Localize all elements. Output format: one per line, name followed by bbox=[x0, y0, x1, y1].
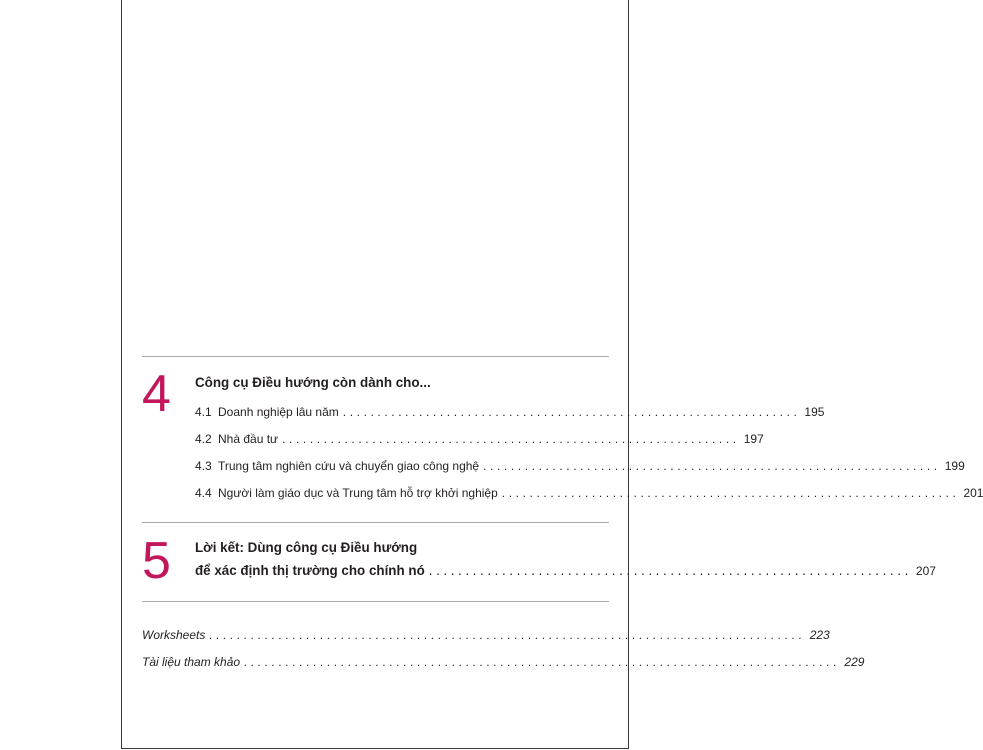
divider bbox=[142, 356, 609, 357]
toc-entry[interactable] bbox=[195, 405, 825, 419]
section-number: 4.2 bbox=[195, 432, 212, 446]
backmatter-label: Worksheets bbox=[142, 628, 206, 642]
page-number: 201 bbox=[963, 486, 983, 500]
dot-leader: .................................................................. bbox=[282, 432, 740, 446]
chapter-title: Công cụ Điều hướng còn dành cho... bbox=[195, 375, 431, 390]
divider bbox=[142, 522, 609, 523]
page-number: 199 bbox=[944, 459, 965, 473]
dot-leader: .................................................................. bbox=[501, 486, 960, 500]
toc-entry[interactable] bbox=[195, 563, 936, 578]
dot-leader: ...................................................................................... bbox=[209, 628, 806, 642]
chapter-number: 5 bbox=[142, 532, 171, 590]
page-number: 223 bbox=[809, 628, 830, 642]
dot-leader: ...................................................................................... bbox=[244, 655, 841, 669]
toc-entry[interactable] bbox=[195, 459, 965, 473]
divider bbox=[142, 601, 609, 602]
page-number: 229 bbox=[844, 655, 865, 669]
section-label: Doanh nghiệp lâu năm bbox=[218, 405, 339, 419]
dot-leader: .................................................................. bbox=[483, 459, 941, 473]
page-number: 207 bbox=[915, 564, 936, 578]
section-number: 4.4 bbox=[195, 486, 212, 500]
section-label: Trung tâm nghiên cứu và chuyển giao công nghệ bbox=[218, 459, 480, 473]
section-label: Người làm giáo dục và Trung tâm hỗ trợ khởi nghiệp bbox=[218, 486, 498, 500]
dot-leader: .................................................................. bbox=[428, 563, 912, 578]
chapter-title-continued: để xác định thị trường cho chính nó bbox=[195, 563, 425, 578]
section-number: 4.1 bbox=[195, 405, 212, 419]
page-number: 195 bbox=[804, 405, 825, 419]
dot-leader: .................................................................. bbox=[342, 405, 801, 419]
toc-entry[interactable] bbox=[195, 432, 764, 446]
toc-entry[interactable] bbox=[195, 486, 983, 500]
backmatter-label: Tài liệu tham khảo bbox=[142, 655, 241, 669]
chapter-title: Lời kết: Dùng công cụ Điều hướng bbox=[195, 540, 418, 555]
toc-entry[interactable] bbox=[142, 628, 830, 642]
toc-entry[interactable] bbox=[142, 655, 865, 669]
section-number: 4.3 bbox=[195, 459, 212, 473]
section-label: Nhà đầu tư bbox=[218, 432, 279, 446]
chapter-number: 4 bbox=[142, 365, 171, 423]
page-number: 197 bbox=[743, 432, 764, 446]
